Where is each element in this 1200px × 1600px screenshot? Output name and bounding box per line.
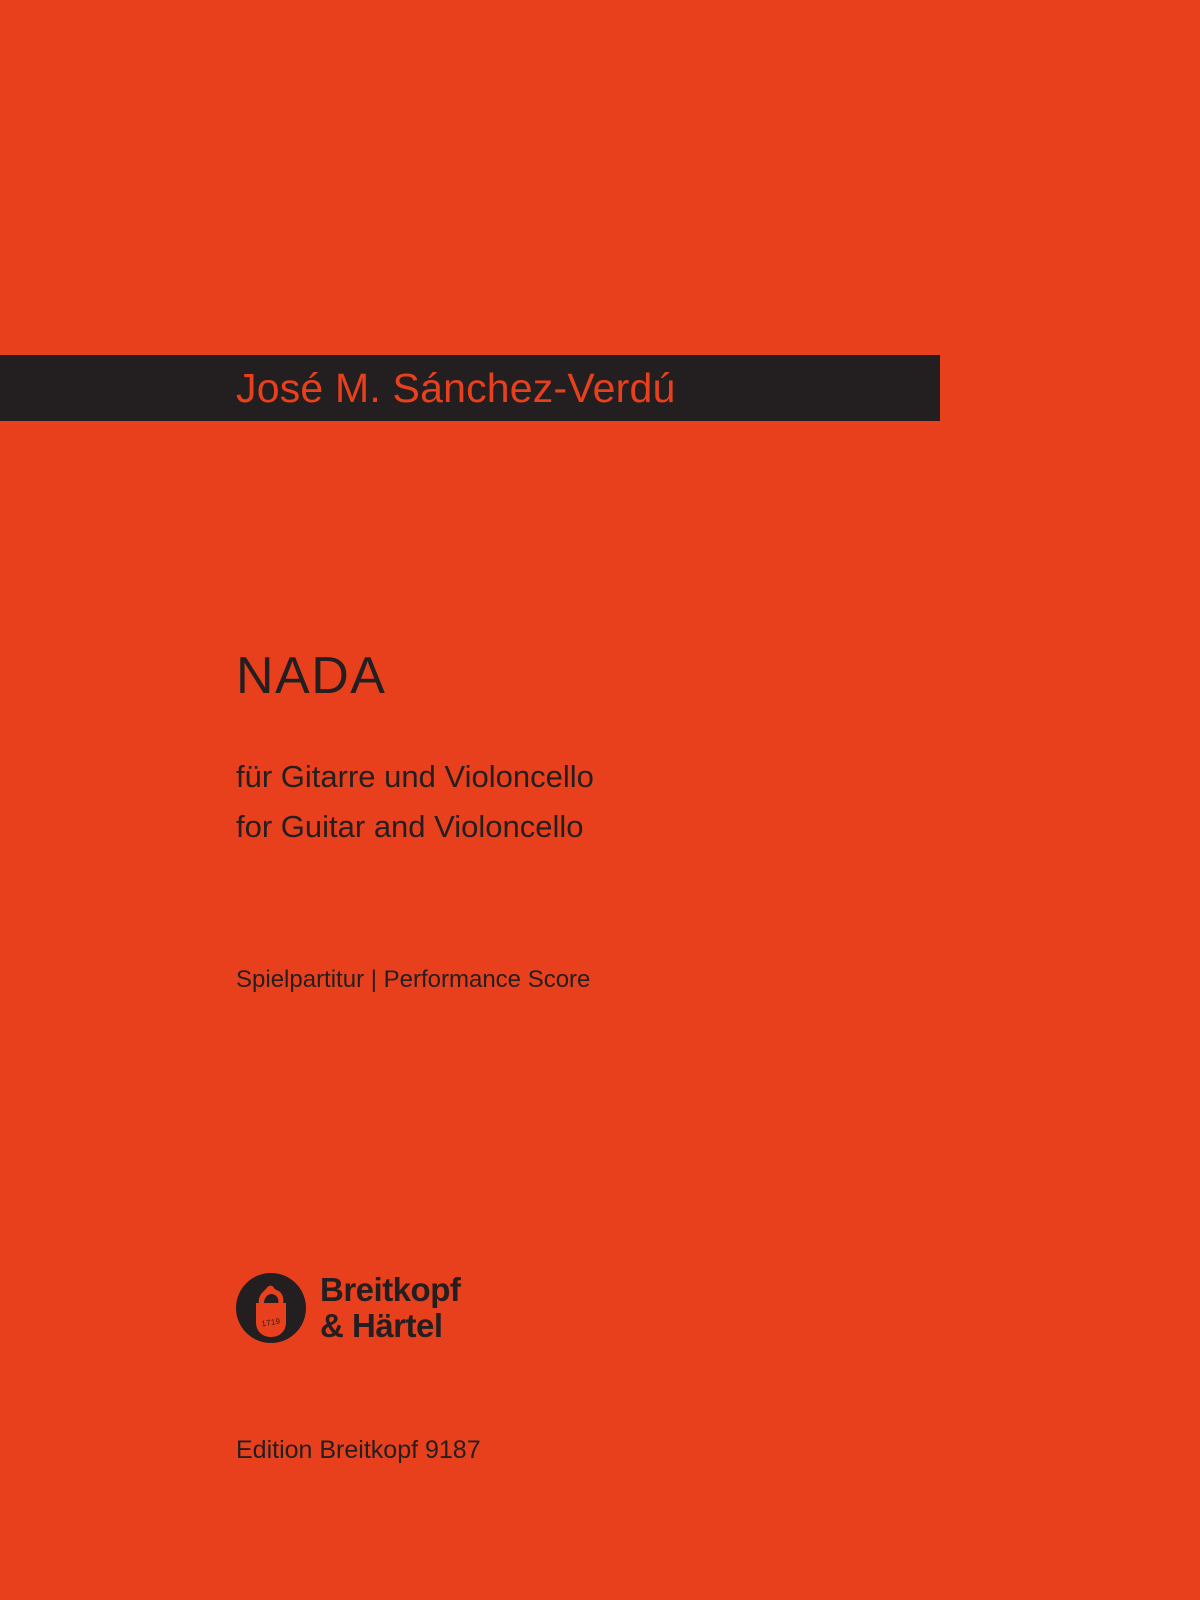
breitkopf-horse-icon [236, 1273, 306, 1343]
publisher-name-line2: & Härtel [320, 1307, 443, 1344]
subtitle-german: für Gitarre und Violoncello [236, 759, 594, 794]
page-title: NADA [236, 647, 387, 705]
score-type-label: Spielpartitur | Performance Score [236, 966, 591, 993]
subtitle-english: for Guitar and Violoncello [236, 809, 584, 844]
publisher-name-line1: Breitkopf [320, 1271, 461, 1308]
composer-band [0, 355, 940, 421]
subtitle-block [236, 752, 594, 852]
edition-number: Edition Breitkopf 9187 [236, 1436, 481, 1464]
publisher-logo [236, 1272, 460, 1344]
shield-shape [256, 1303, 286, 1337]
composer-name: José M. Sánchez-Verdú [236, 364, 676, 411]
logo-year: 1719 [260, 1316, 282, 1329]
publisher-name [320, 1272, 460, 1344]
